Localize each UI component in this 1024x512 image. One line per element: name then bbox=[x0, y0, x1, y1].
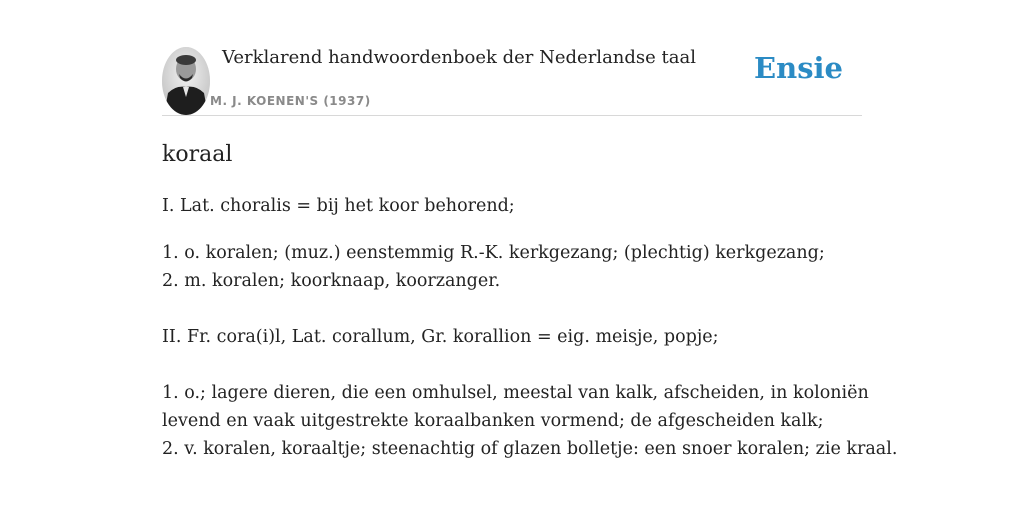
author-portrait bbox=[162, 47, 210, 115]
page bbox=[162, 0, 898, 512]
entry-section-1-senses bbox=[162, 239, 862, 295]
site-title: Verklarend handwoordenboek der Nederlandse taal bbox=[222, 47, 696, 68]
author-portrait-image bbox=[162, 47, 210, 115]
entry-headword: koraal bbox=[162, 142, 233, 167]
entry-text-line: 2. v. koralen, koraaltje; steenachtig of glazen bolletje: een snoer koralen; zie kraal. bbox=[162, 439, 898, 459]
entry-text-line: I. Lat. choralis = bij het koor behorend; bbox=[162, 196, 515, 216]
entry-section-1-heading bbox=[162, 192, 862, 220]
entry-section-2-heading bbox=[162, 323, 862, 351]
entry-text-line: 1. o.; lagere dieren, die een omhulsel, meestal van kalk, afscheiden, in koloniën bbox=[162, 383, 869, 403]
entry-text-line: 1. o. koralen; (muz.) eenstemmig R.-K. kerkgezang; (plechtig) kerkgezang; bbox=[162, 243, 825, 263]
site-subtitle: M. J. KOENEN'S (1937) bbox=[210, 94, 371, 108]
site-header bbox=[162, 0, 862, 116]
brand-logo-link[interactable]: Ensie bbox=[754, 51, 843, 85]
entry-text-line: levend en vaak uitgestrekte koraalbanken vormend; de afgescheiden kalk; bbox=[162, 411, 824, 431]
entry-text-line: II. Fr. cora(i)l, Lat. corallum, Gr. korallion = eig. meisje, popje; bbox=[162, 327, 719, 347]
entry-text-line: 2. m. koralen; koorknaap, koorzanger. bbox=[162, 271, 501, 291]
entry-section-2-senses bbox=[162, 379, 898, 463]
